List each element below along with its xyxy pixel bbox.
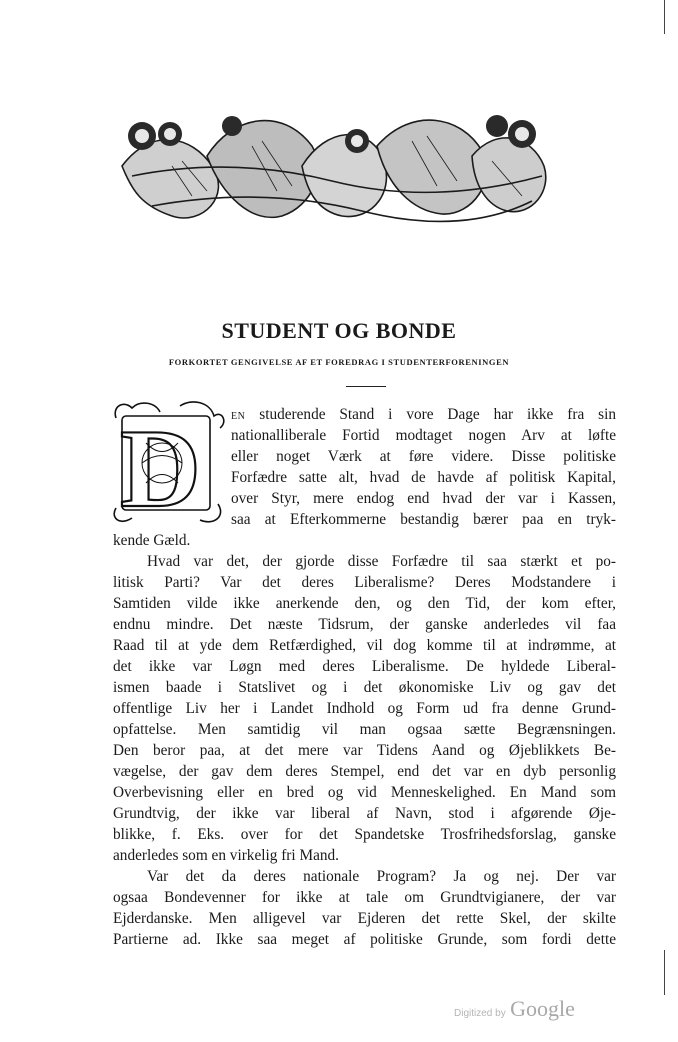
watermark-prefix: Digitized by bbox=[454, 1008, 506, 1019]
text-line: ismen baade i Statslivet og i det økonomiske Liv og gav det bbox=[113, 679, 616, 696]
text-line: ogsaa Bondevenner for ikke at tale om Grundtvigianere, der var bbox=[113, 889, 616, 906]
text-line: Var det da deres nationale Program? Ja og nej. Der var bbox=[147, 868, 616, 885]
text-line: blikke, f. Eks. over for det Spandetske Trosfrihedsforslag, ganske bbox=[113, 826, 616, 843]
text-line: vægelse, der gav dem deres Stempel, end det var en dyb personlig bbox=[113, 763, 616, 780]
text-line: Ejderdanske. Men alligevel var Ejderen det rette Skel, der skilte bbox=[113, 910, 616, 927]
text-line: Raad til at yde dem Retfærdighed, vil dog komme til at indrømme, at bbox=[113, 637, 616, 654]
page-title: STUDENT OG BONDE bbox=[221, 318, 457, 343]
title-rule bbox=[346, 386, 386, 387]
watermark-brand: Google bbox=[510, 996, 575, 1021]
text-line: eller noget Værk at føre videre. Disse politiske bbox=[231, 448, 616, 465]
text-line: Grundtvig, der ikke var liberal af Navn, stod i afgørende Øje- bbox=[113, 805, 616, 822]
text-line: Partierne ad. Ikke saa meget af politiske Grunde, som fordi dette bbox=[113, 931, 616, 948]
text-line: kende Gæld. bbox=[113, 532, 191, 549]
text-line: Overbevisning eller en bred og vid Menneskelighed. En Mand som bbox=[113, 784, 616, 801]
drop-cap-initial bbox=[110, 398, 228, 526]
text-line: saa at Efterkommerne bestandig bærer paa en tryk- bbox=[231, 511, 616, 528]
text-line: anderledes som en virkelig fri Mand. bbox=[113, 847, 339, 864]
text-line: Samtiden vilde ikke anerkende den, og den Tid, der kom efter, bbox=[113, 595, 616, 612]
digitized-by-google-watermark bbox=[454, 996, 575, 1022]
drop-cap-letter: D bbox=[120, 407, 201, 526]
text-line: Forfædre satte alt, hvad de havde af politisk Kapital, bbox=[231, 469, 616, 486]
scan-edge-mark-top bbox=[664, 0, 665, 34]
text-line: Den beror paa, at det mere var Tidens Aand og Øjeblikkets Be- bbox=[113, 742, 616, 759]
scan-edge-mark-bottom bbox=[664, 950, 665, 995]
text-line: opfattelse. Men samtidig vil man ogsaa sætte Begrænsningen. bbox=[113, 721, 616, 738]
drop-cap-small-caps: EN bbox=[231, 411, 246, 422]
headpiece-ornament bbox=[112, 96, 552, 246]
text-line: over Styr, mere endog end hvad der var i Kassen, bbox=[231, 490, 616, 507]
text-line: Hvad var det, der gjorde disse Forfædre til saa stærkt et po- bbox=[147, 553, 616, 570]
text-line: det ikke var Løgn med deres Liberalisme. De hyldede Liberal- bbox=[113, 658, 616, 675]
text-line: offentlige Liv her i Landet Indhold og Form ud fra denne Grund- bbox=[113, 700, 616, 717]
page-subtitle: FORKORTET GENGIVELSE AF ET FOREDRAG I STUDENTERFORENINGEN bbox=[168, 357, 510, 367]
text-line: endnu mindre. Det næste Tidsrum, der ganske anderledes vil faa bbox=[113, 616, 616, 633]
text-line: litisk Parti? Var det deres Liberalisme? Deres Modstandere i bbox=[113, 574, 616, 591]
text-line: nationalliberale Fortid modtaget nogen Arv at løfte bbox=[231, 427, 616, 444]
text-line: EN studerende Stand i vore Dage har ikke fra sin bbox=[231, 406, 616, 423]
